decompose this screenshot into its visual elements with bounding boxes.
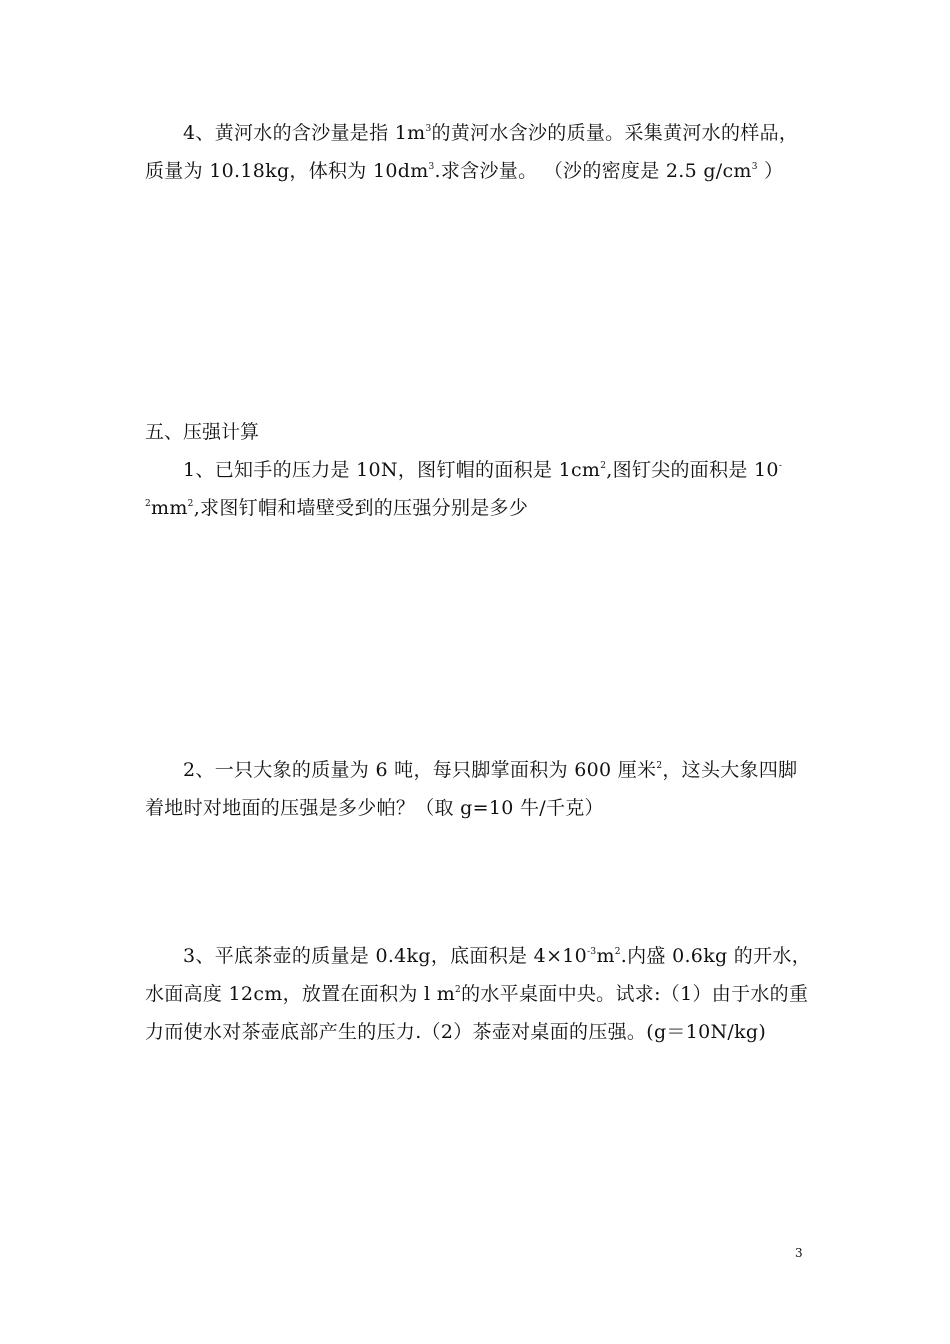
- question-4: 4、黄河水的含沙量是指 $1m^3$的黄河水含沙的质量。采集黄河水的样品，质量为 10.18kg，体积为 $10dm^3$.求含沙量。 （沙的密度是 2.5 $g/cm^3$ ）: [145, 122, 799, 182]
- pressure-question-2: 2、一只大象的质量为 6 吨，每只脚掌面积为 600 厘米$^2$，这头大象四脚着地时对地面的压强是多少帕？（取 g=10 牛/千克）: [145, 759, 798, 819]
- pressure-question-3-number: 3、: [183, 945, 215, 967]
- pressure-question-2-number: 2、: [183, 759, 215, 781]
- pressure-question-3: 3、平底茶壶的质量是 0.4kg，底面积是 $4\times 10^{-3}m^2$.内盛 0.6kg 的开水，水面高度 12cm，放置在面积为 l $m^2$的水平桌面中央。试求:（1）由于水的重力而使水对茶壶底部产生的压力.（2）茶壶对桌面的压强。(g＝10N/kg): [145, 945, 812, 1043]
- section-heading: 五、压强计算: [145, 421, 260, 443]
- pressure-question-1: 1、已知手的压力是 10N，图钉帽的面积是 $1cm^2$,图钉尖的面积是 $10^{-2}mm^2$,求图钉帽和墙壁受到的压强分别是多少: [145, 459, 783, 519]
- question-4-number: 4、: [183, 122, 215, 144]
- page-number: 3: [795, 1246, 803, 1260]
- pressure-question-1-number: 1、: [183, 459, 215, 481]
